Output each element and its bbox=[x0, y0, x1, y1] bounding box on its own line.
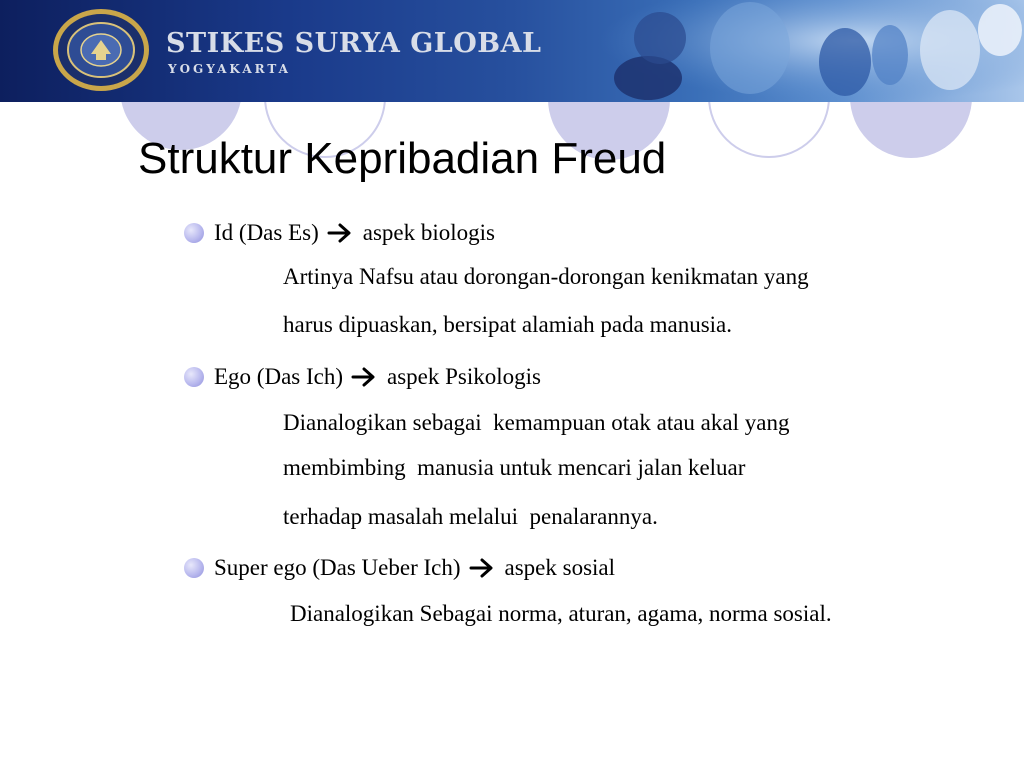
bullet-description-line: terhadap masalah melalui penalarannya. bbox=[283, 504, 658, 529]
bullet-term: Ego (Das Ich) bbox=[214, 364, 344, 389]
bullet-term: Id (Das Es) bbox=[214, 220, 319, 245]
bullet-item-id bbox=[184, 220, 495, 246]
bullet-dot-icon bbox=[184, 223, 204, 243]
bullet-description-line: Dianalogikan sebagai kemampuan otak atau akal yang bbox=[283, 410, 790, 435]
bullet-item-superego bbox=[184, 555, 615, 581]
right-arrow-icon bbox=[351, 366, 377, 388]
header-banner bbox=[0, 0, 1024, 102]
bullet-term: Super ego (Das Ueber Ich) bbox=[214, 555, 461, 580]
bullet-item-ego bbox=[184, 364, 541, 390]
slide-title: Struktur Kepribadian Freud bbox=[138, 134, 667, 183]
bullet-dot-icon bbox=[184, 558, 204, 578]
brand-city: YOGYAKARTA bbox=[168, 62, 291, 76]
bullet-description-line: harus dipuaskan, bersipat alamiah pada manusia. bbox=[283, 312, 732, 337]
brand-name: STIKES SURYA GLOBAL bbox=[166, 28, 542, 59]
bullet-aspect: aspek sosial bbox=[504, 555, 616, 580]
bullet-description-line: Artinya Nafsu atau dorongan-dorongan kenikmatan yang bbox=[283, 264, 809, 289]
university-seal-logo bbox=[52, 8, 150, 92]
bullet-aspect: aspek Psikologis bbox=[387, 364, 541, 389]
bullet-dot-icon bbox=[184, 367, 204, 387]
right-arrow-icon bbox=[327, 222, 353, 244]
right-arrow-icon bbox=[469, 557, 495, 579]
bullet-aspect: aspek biologis bbox=[362, 220, 495, 245]
banner-photo-graphic bbox=[600, 0, 1024, 102]
bullet-description-line: membimbing manusia untuk mencari jalan keluar bbox=[283, 455, 746, 480]
bullet-description-line: Dianalogikan Sebagai norma, aturan, agama, norma sosial. bbox=[290, 601, 832, 626]
